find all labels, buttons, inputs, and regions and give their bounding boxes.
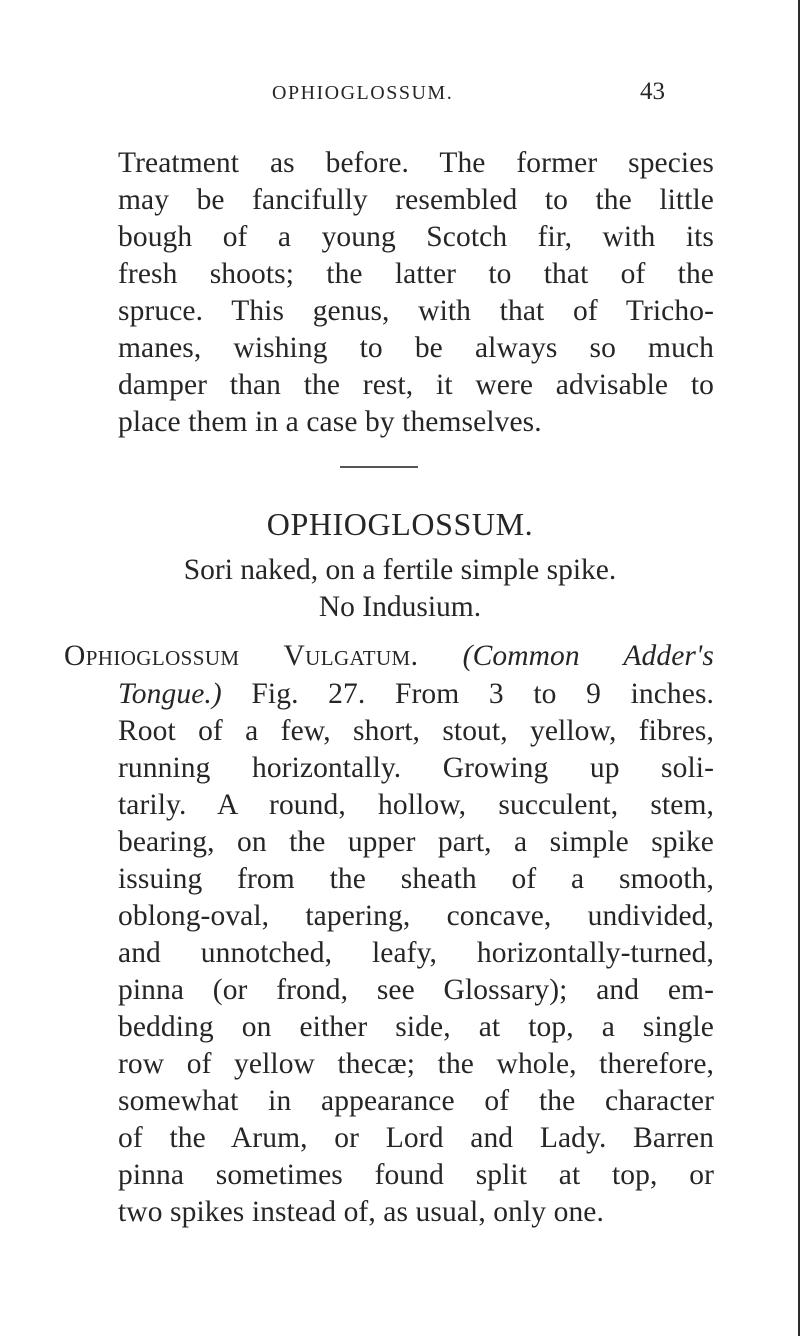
species-figure-and-size: Fig. 27. From 3 to 9 inches. (251, 678, 715, 710)
species-name: Ophioglossum Vulgatum. (64, 640, 419, 672)
description-line: running horizontally. Growing up soli- (118, 752, 714, 784)
species-second-line (118, 680, 714, 710)
description-line: pinna sometimes found split at top, or (118, 1159, 714, 1191)
species-first-line (64, 642, 714, 672)
description-line: Root of a few, short, stout, yellow, fibres, (118, 715, 714, 747)
species-common-name: (Common Adder's (462, 640, 714, 672)
description-line: issuing from the sheath of a smooth, (118, 863, 714, 895)
paragraph-line: damper than the rest, it were advisable to (118, 369, 714, 401)
description-line: two spikes instead of, as usual, only one. (118, 1196, 604, 1228)
description-line: row of yellow thecæ; the whole, therefore, (118, 1048, 714, 1080)
description-line: and unnotched, leafy, horizontally-turned, (118, 937, 714, 969)
paragraph-line: manes, wishing to be always so much (118, 332, 714, 364)
genus-subtitle-line: No Indusium. (318, 591, 482, 623)
paragraph-line: bough of a young Scotch fir, with its (118, 221, 714, 253)
description-line: of the Arum, or Lord and Lady. Barren (118, 1122, 714, 1154)
paragraph-line: place them in a case by themselves. (118, 406, 542, 438)
section-divider (340, 466, 418, 468)
running-title: OPHIOGLOSSUM. (272, 82, 454, 104)
paragraph-line: may be fancifully resembled to the little (118, 184, 714, 216)
paragraph-line: Treatment as before. The former species (118, 147, 714, 179)
description-line: bearing, on the upper part, a simple spike (118, 826, 714, 858)
species-common-name-continued: Tongue.) (118, 678, 222, 710)
genus-heading: OPHIOGLOSSUM. (266, 506, 534, 542)
genus-subtitle-line: Sori naked, on a fertile simple spike. (183, 554, 617, 586)
description-line: somewhat in appearance of the character (118, 1085, 714, 1117)
paragraph-line: spruce. This genus, with that of Tricho- (118, 295, 714, 327)
description-line: oblong-oval, tapering, concave, undivided, (118, 900, 714, 932)
description-line: pinna (or frond, see Glossary); and em- (118, 974, 714, 1006)
description-line: bedding on either side, at top, a single (118, 1011, 714, 1043)
paragraph-line: fresh shoots; the latter to that of the (118, 258, 714, 290)
description-line: tarily. A round, hollow, succulent, stem, (118, 789, 714, 821)
page-number: 43 (640, 78, 665, 105)
